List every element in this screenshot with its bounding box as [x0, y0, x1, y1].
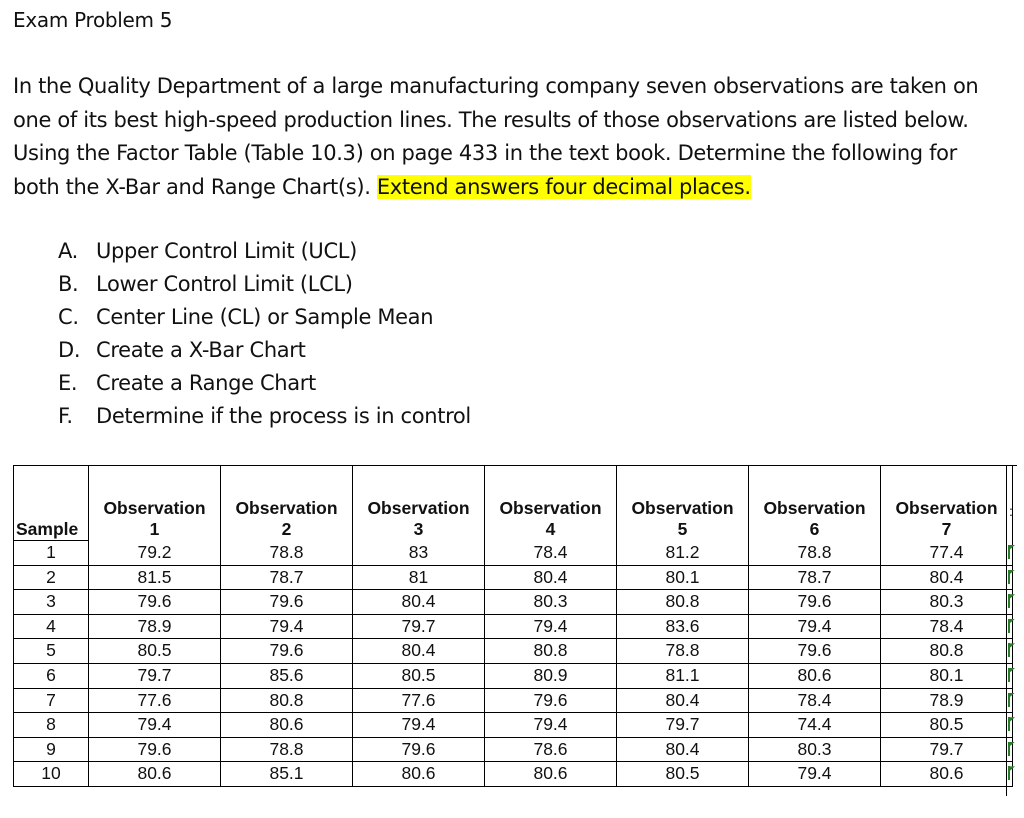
task-item-f	[58, 400, 471, 433]
observation-cell: 80.6	[89, 762, 221, 787]
sample-cell: 2	[14, 565, 89, 590]
table-row	[14, 614, 1013, 639]
observation-cell: 80.8	[485, 639, 617, 664]
observation-cell: 80.4	[353, 639, 485, 664]
observation-cell: 79.4	[353, 713, 485, 738]
observation-cell: 80.3	[881, 590, 1013, 615]
obs-number-3: 3	[353, 518, 485, 541]
task-item-c	[58, 301, 471, 334]
statement-line-3: Using the Factor Table (Table 10.3) on page 433 in the text book. Determine the following for	[13, 141, 957, 165]
observation-cell: 80.4	[617, 688, 749, 713]
observation-cell: 80.1	[881, 663, 1013, 688]
cropped-header-mark: :	[1009, 503, 1013, 519]
observation-cell: 80.9	[485, 663, 617, 688]
observation-cell: 79.6	[89, 737, 221, 762]
task-letter: C.	[58, 305, 79, 329]
sample-cell: 6	[14, 663, 89, 688]
sample-cell: 8	[14, 713, 89, 738]
observation-cell: 85.6	[221, 663, 353, 688]
observation-cell: 80.5	[89, 639, 221, 664]
observation-cell: 80.1	[617, 565, 749, 590]
obs-header-4: Observation	[485, 466, 617, 519]
obs-header-3: Observation	[353, 466, 485, 519]
observation-cell: 81	[353, 565, 485, 590]
observation-cell: 80.8	[221, 688, 353, 713]
observation-cell: 79.7	[881, 737, 1013, 762]
observation-cell: 77.6	[89, 688, 221, 713]
observation-cell: 80.8	[881, 639, 1013, 664]
observation-cell: 81.5	[89, 565, 221, 590]
comment-marker-icon	[1008, 766, 1013, 780]
observation-cell: 78.4	[485, 541, 617, 566]
comment-marker-icon	[1008, 717, 1013, 731]
task-item-d	[58, 334, 471, 367]
problem-title: Exam Problem 5	[13, 8, 173, 32]
obs-header-5: Observation	[617, 466, 749, 519]
sample-header-top	[14, 466, 89, 519]
task-text: Determine if the process is in control	[96, 404, 471, 428]
observation-cell: 77.4	[881, 541, 1013, 566]
comment-marker-icon	[1008, 619, 1013, 633]
sample-cell: 4	[14, 614, 89, 639]
table-body	[14, 541, 1013, 787]
observation-cell: 78.8	[617, 639, 749, 664]
observation-cell: 79.6	[89, 590, 221, 615]
observation-cell: 79.6	[353, 737, 485, 762]
observation-cell: 79.4	[749, 762, 881, 787]
observation-cell: 78.6	[485, 737, 617, 762]
observation-cell: 80.6	[749, 663, 881, 688]
comment-marker-icon	[1008, 570, 1013, 584]
observation-cell: 80.6	[485, 762, 617, 787]
observation-cell: 80.8	[617, 590, 749, 615]
table-row	[14, 688, 1013, 713]
observation-cell: 79.4	[89, 713, 221, 738]
observation-cell: 80.6	[881, 762, 1013, 787]
observation-cell: 80.4	[617, 737, 749, 762]
task-text: Create a X-Bar Chart	[96, 338, 306, 362]
observation-cell: 79.4	[485, 713, 617, 738]
task-item-a	[58, 235, 471, 268]
obs-number-4: 4	[485, 518, 617, 541]
sample-cell: 9	[14, 737, 89, 762]
observation-cell: 79.7	[89, 663, 221, 688]
observation-cell: 85.1	[221, 762, 353, 787]
observation-cell: 79.6	[749, 639, 881, 664]
observation-cell: 80.4	[353, 590, 485, 615]
observation-cell: 78.4	[749, 688, 881, 713]
observation-cell: 80.6	[353, 762, 485, 787]
obs-number-5: 5	[617, 518, 749, 541]
sample-cell: 7	[14, 688, 89, 713]
table-row	[14, 590, 1013, 615]
task-list	[58, 235, 471, 433]
observation-cell: 78.4	[881, 614, 1013, 639]
observation-cell: 79.6	[221, 590, 353, 615]
observation-cell: 79.4	[749, 614, 881, 639]
task-text: Upper Control Limit (UCL)	[96, 239, 357, 263]
observations-table	[13, 465, 1013, 787]
observation-cell: 78.9	[89, 614, 221, 639]
observation-cell: 83.6	[617, 614, 749, 639]
sample-cell: 1	[14, 541, 89, 566]
statement-line-4	[13, 171, 1013, 205]
observation-cell: 80.6	[221, 713, 353, 738]
observation-cell: 78.8	[749, 541, 881, 566]
highlighted-instruction: Extend answers four decimal places.	[376, 174, 751, 199]
problem-statement	[13, 70, 1013, 204]
comment-marker-icon	[1008, 742, 1013, 756]
observation-cell: 79.4	[485, 614, 617, 639]
task-letter: D.	[58, 338, 81, 362]
observation-cell: 81.2	[617, 541, 749, 566]
comment-marker-icon	[1008, 668, 1013, 682]
table-row	[14, 541, 1013, 566]
statement-line-4-text: both the X-Bar and Range Chart(s).	[13, 174, 377, 199]
comment-marker-icon	[1008, 545, 1013, 559]
observation-cell: 79.4	[221, 614, 353, 639]
observation-cell: 80.5	[353, 663, 485, 688]
observation-cell: 83	[353, 541, 485, 566]
task-item-e	[58, 367, 471, 400]
task-item-b	[58, 268, 471, 301]
observation-cell: 80.4	[485, 565, 617, 590]
obs-number-2: 2	[221, 518, 353, 541]
table-row	[14, 565, 1013, 590]
statement-line-2: one of its best high-speed production lines. The results of those observations are listed below.	[13, 107, 969, 132]
sample-cell: 3	[14, 590, 89, 615]
table-row	[14, 713, 1013, 738]
observation-cell: 78.9	[881, 688, 1013, 713]
comment-marker-icon	[1008, 693, 1013, 707]
task-letter: E.	[58, 371, 78, 395]
header-row-labels	[14, 466, 1013, 519]
task-letter: A.	[58, 239, 78, 263]
obs-header-6: Observation	[749, 466, 881, 519]
table-row	[14, 762, 1013, 787]
task-letter: B.	[58, 272, 79, 296]
observation-cell: 78.7	[749, 565, 881, 590]
observation-cell: 78.8	[221, 737, 353, 762]
table-row	[14, 639, 1013, 664]
table-row	[14, 663, 1013, 688]
observation-cell: 79.6	[749, 590, 881, 615]
task-text: Lower Control Limit (LCL)	[96, 272, 353, 296]
task-letter: F.	[58, 404, 73, 428]
observation-cell: 74.4	[749, 713, 881, 738]
obs-header-1: Observation	[89, 466, 221, 519]
observation-cell: 78.8	[221, 541, 353, 566]
statement-line-1: In the Quality Department of a large manufacturing company seven observations are taken on	[13, 74, 979, 98]
sample-cell: 5	[14, 639, 89, 664]
observation-cell: 80.3	[749, 737, 881, 762]
task-text: Create a Range Chart	[96, 371, 316, 395]
table-row	[14, 737, 1013, 762]
header-row-numbers	[14, 518, 1013, 541]
obs-header-2: Observation	[221, 466, 353, 519]
task-text: Center Line (CL) or Sample Mean	[96, 305, 434, 329]
observation-cell: 80.4	[881, 565, 1013, 590]
obs-number-7: 7	[881, 518, 1013, 541]
observation-cell: 79.6	[485, 688, 617, 713]
obs-header-7: Observation	[881, 466, 1013, 519]
observation-cell: 77.6	[353, 688, 485, 713]
observation-cell: 79.7	[617, 713, 749, 738]
observation-cell: 79.7	[353, 614, 485, 639]
observation-cell: 79.2	[89, 541, 221, 566]
observation-cell: 81.1	[617, 663, 749, 688]
observation-cell: 80.3	[485, 590, 617, 615]
observation-cell: 80.5	[617, 762, 749, 787]
obs-number-1: 1	[89, 518, 221, 541]
observation-cell: 80.5	[881, 713, 1013, 738]
sample-cell: 10	[14, 762, 89, 787]
comment-marker-icon	[1008, 643, 1013, 657]
observation-cell: 79.6	[221, 639, 353, 664]
comment-marker-icon	[1008, 594, 1013, 608]
obs-number-6: 6	[749, 518, 881, 541]
sample-header: Sample	[14, 518, 89, 541]
observation-cell: 78.7	[221, 565, 353, 590]
